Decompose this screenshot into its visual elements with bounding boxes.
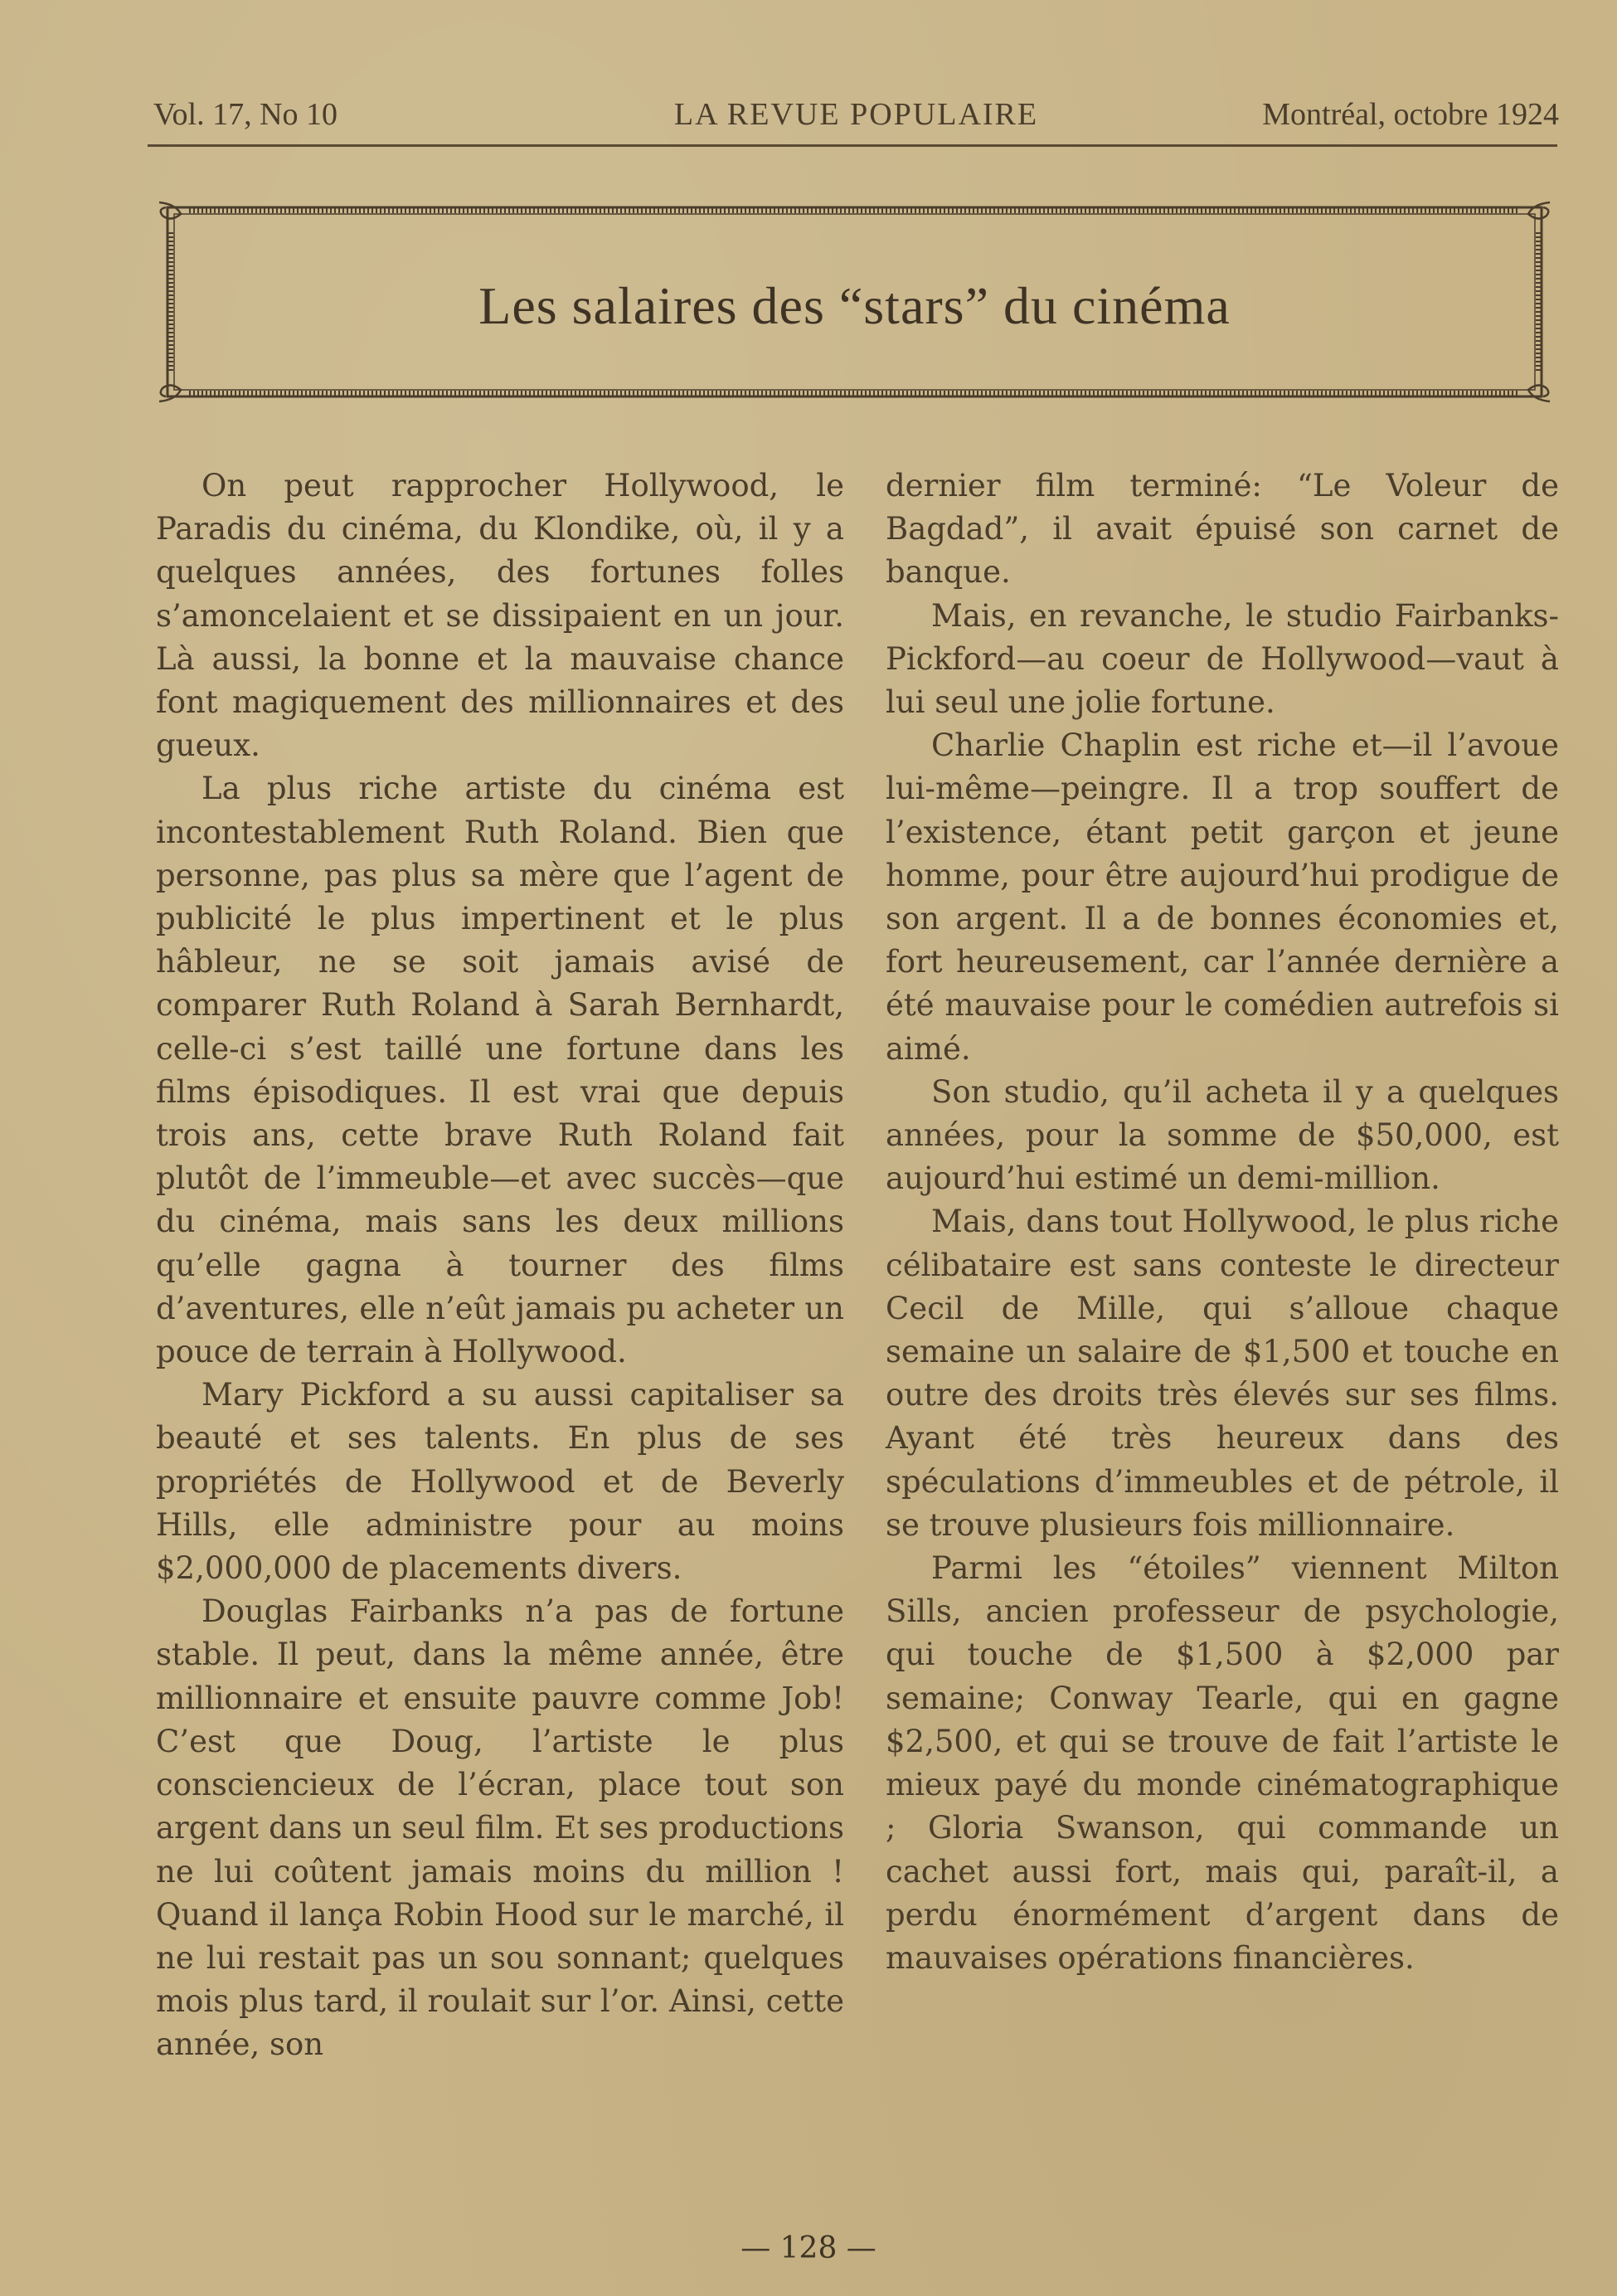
paragraph-continued: dernier film terminé: “Le Voleur de Bagdad”, il avait épuisé son carnet de banque. bbox=[886, 468, 1559, 591]
paragraph: Mais, dans tout Hollywood, le plus riche célibataire est sans conteste le directeur Cecil de Mille, qui s’alloue chaque semaine un salaire de $1,500 et touche en outre des droits très élevés sur ses films. Ayant été très heureux dans des spéculations d’immeubles et de pétrole, il se trouve plusieurs fois millionnaire. bbox=[886, 1204, 1559, 1543]
magazine-name: LA REVUE POPULAIRE bbox=[673, 97, 1039, 132]
right-column bbox=[886, 465, 1559, 1980]
title-frame bbox=[156, 199, 1553, 405]
paragraph: Charlie Chaplin est riche et—il l’avoue lui-même—peingre. Il a trop souffert de l’existence, étant petit garçon et jeune homme, pour être aujourd’hui prodigue de son argent. Il a de bonnes économies et, fort heureusement, car l’année dernière a été mauvaise pour le comédien autrefois si aimé. bbox=[886, 727, 1559, 1067]
paragraph: Parmi les “étoiles” viennent Milton Sills, ancien professeur de psychologie, qui touche de $1,500 à $2,000 par semaine; Conway Tearle, qui en gagne $2,500, et qui se trouve de fait l’artiste le mieux payé du monde cinématographique ; Gloria Swanson, qui commande un cachet aussi fort, mais qui, paraît-il, a perdu énormément d’argent dans de mauvaises opérations financières. bbox=[886, 1550, 1559, 1976]
paragraph: On peut rapprocher Hollywood, le Paradis du cinéma, du Klondike, où, il y a quelques années, des fortunes folles s’amoncelaient et se dissipaient en un jour. Là aussi, la bonne et la mauvaise chance font magiquement des millionnaires et des gueux. bbox=[156, 468, 844, 764]
article-title: Les salaires des “stars” du cinéma bbox=[478, 276, 1231, 335]
page-number: — 128 — bbox=[741, 2231, 876, 2265]
paragraph: Mary Pickford a su aussi capitaliser sa beauté et ses talents. En plus de ses propriétés de Hollywood et de Beverly Hills, elle administre pour au moins $2,000,000 de placements divers. bbox=[156, 1377, 844, 1587]
left-column bbox=[156, 465, 844, 2067]
paragraph: La plus riche artiste du cinéma est incontestablement Ruth Roland. Bien que personne, pas plus sa mère que l’agent de publicité le plus impertinent et le plus hâbleur, ne se soit jamais avisé de comparer Ruth Roland à Sarah Bernhardt, celle-ci s’est taillé une fortune dans les films épisodiques. Il est vrai que depuis trois ans, cette brave Ruth Roland fait plutôt de l’immeuble—et avec succès—que du cinéma, mais sans les deux millions qu’elle gagna à tourner des films d’aventures, elle n’eût jamais pu acheter un pouce de terrain à Hollywood. bbox=[156, 771, 844, 1370]
paragraph: Son studio, qu’il acheta il y a quelques années, pour la somme de $50,000, est aujourd’hui estimé un demi-million. bbox=[886, 1073, 1559, 1197]
paragraph: Douglas Fairbanks n’a pas de fortune stable. Il peut, dans la même année, être millionnaire et ensuite pauvre comme Job! C’est que Doug, l’artiste le plus consciencieux de l’écran, place tout son argent dans un seul film. Et ses productions ne lui coûtent jamais moins du million ! Quand il lança Robin Hood sur le marché, il ne lui restait pas un sou sonnant; quelques mois plus tard, il roulait sur l’or. Ainsi, cette année, son bbox=[156, 1593, 844, 2063]
header-rule bbox=[148, 144, 1557, 147]
running-header bbox=[153, 93, 1559, 143]
volume-number: Vol. 17, No 10 bbox=[153, 97, 338, 132]
paragraph: Mais, en revanche, le studio Fairbanks-Pickford—au coeur de Hollywood—vaut à lui seul une jolie fortune. bbox=[886, 597, 1559, 721]
place-and-date: Montréal, octobre 1924 bbox=[1262, 97, 1559, 132]
